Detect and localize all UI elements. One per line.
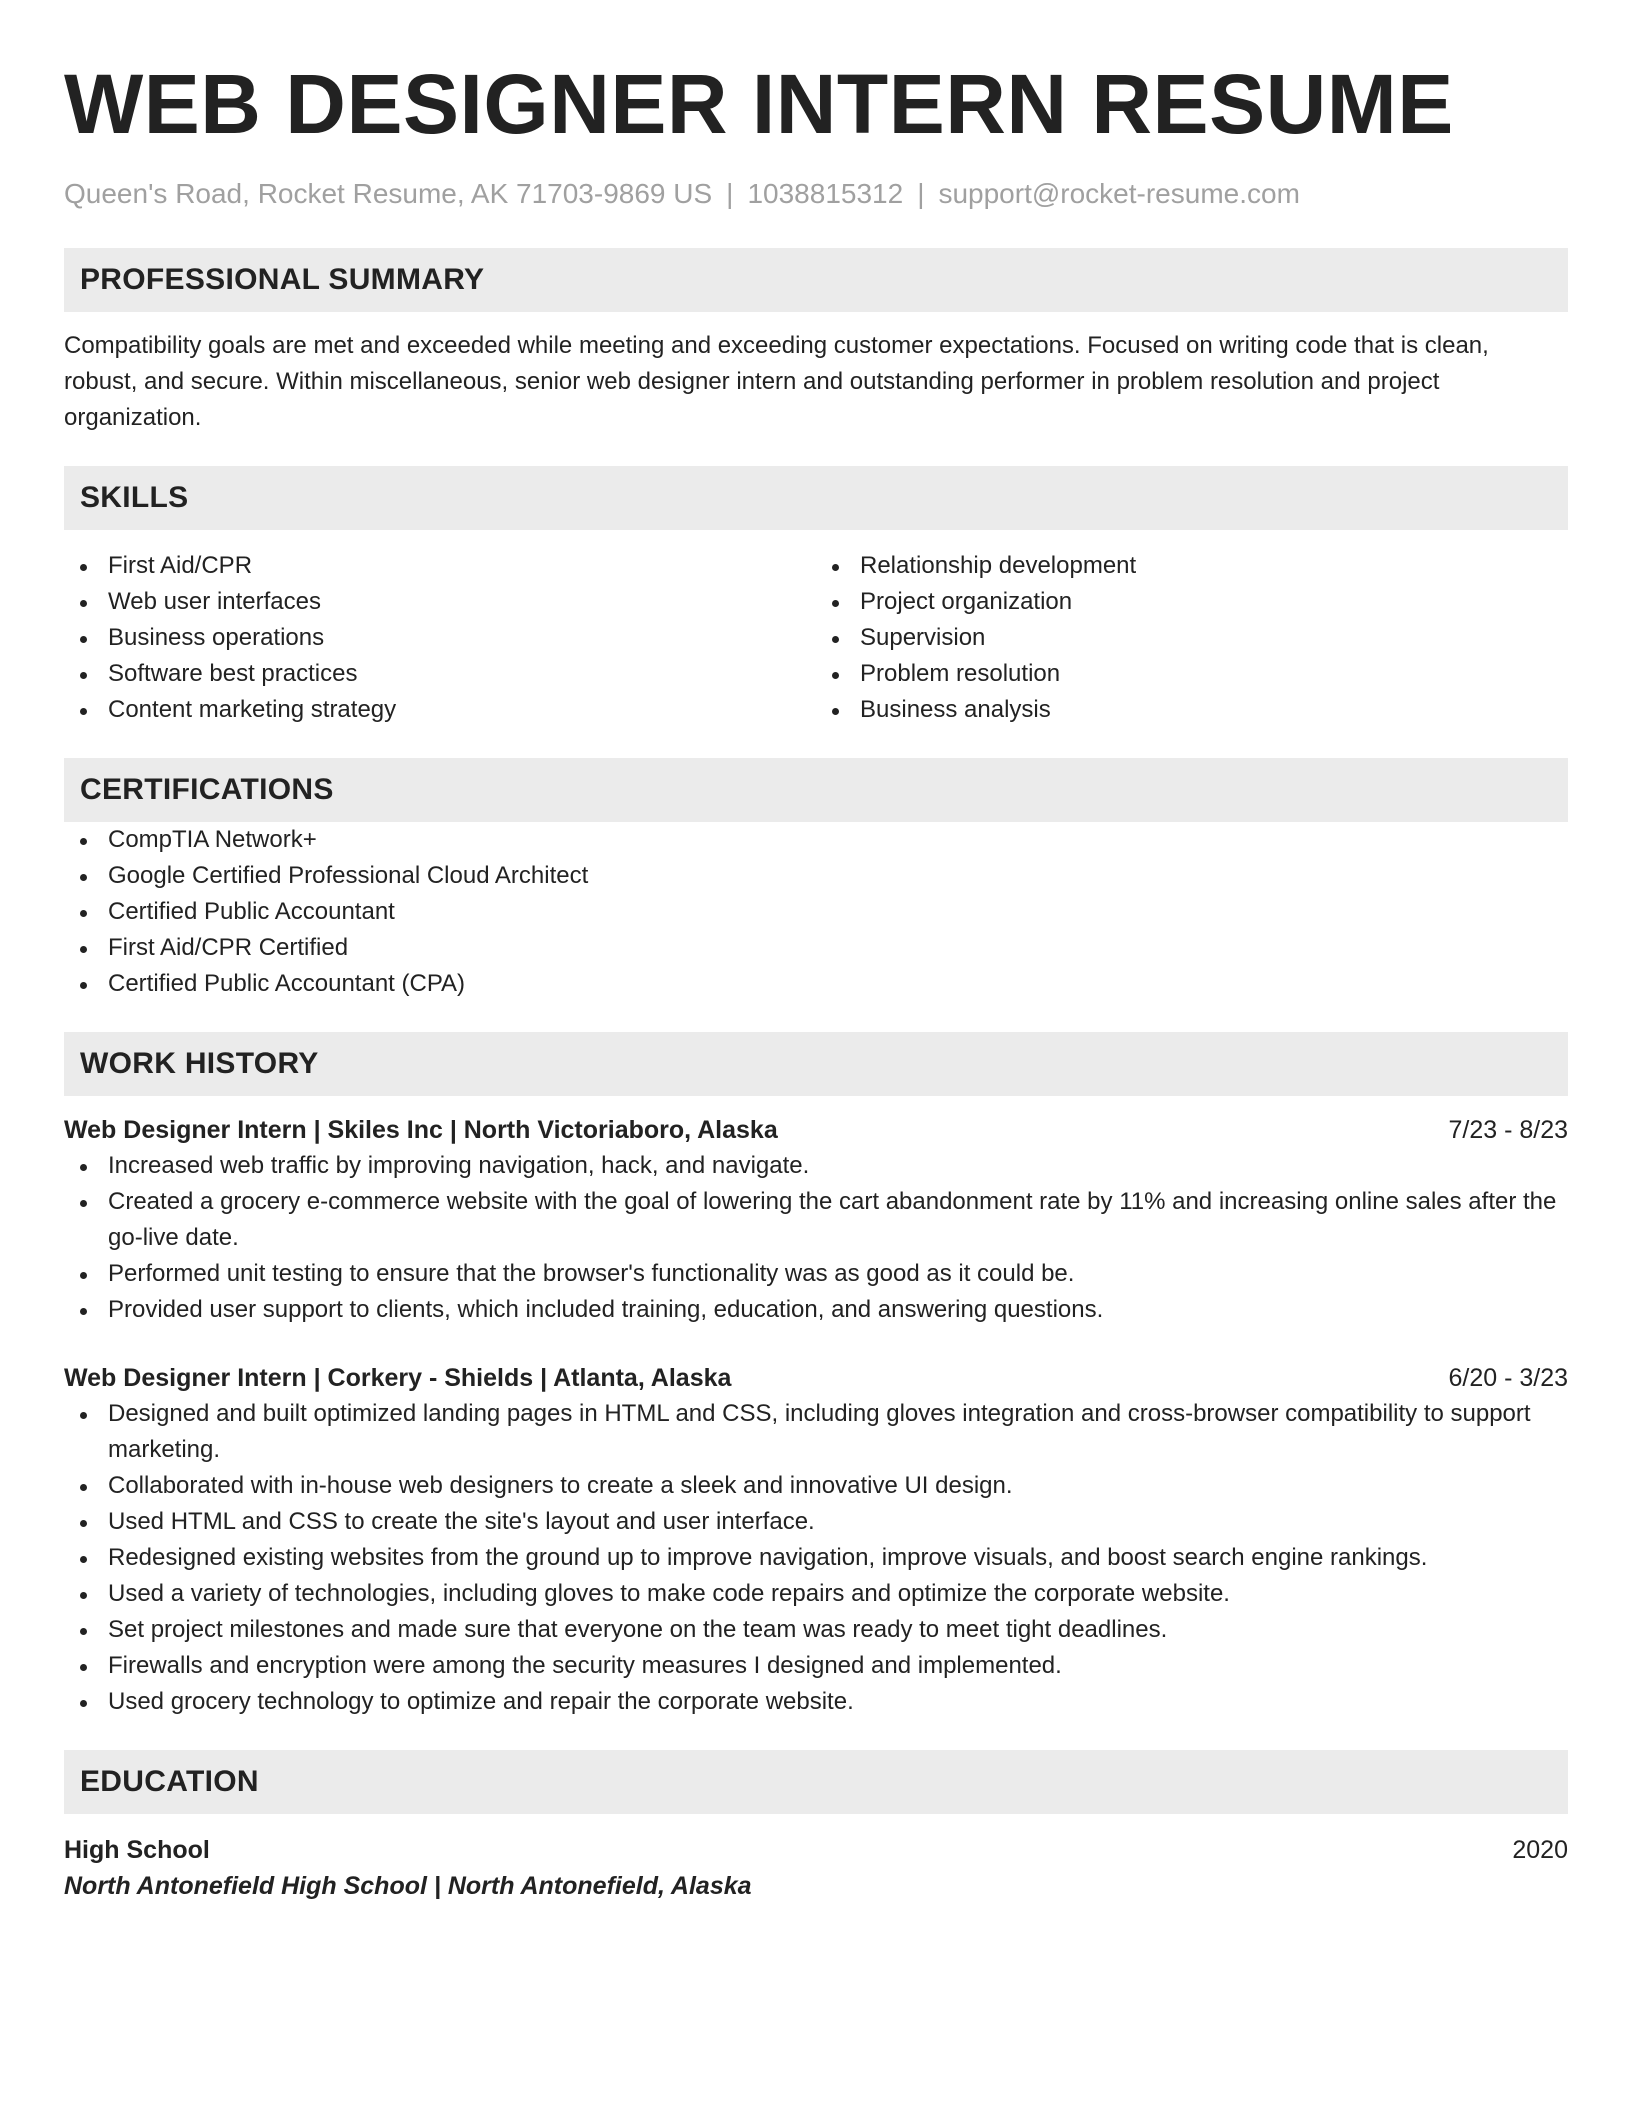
certification-item: Google Certified Professional Cloud Architect [64, 858, 1568, 894]
section-heading-work-history: WORK HISTORY [64, 1032, 1568, 1096]
work-history-section [64, 1032, 1568, 1720]
education-section [64, 1750, 1568, 1904]
certification-item: CompTIA Network+ [64, 822, 1568, 858]
job-bullet: Used a variety of technologies, including gloves to make code repairs and optimize the corporate website. [64, 1576, 1568, 1612]
job-entry [64, 1112, 1568, 1328]
section-heading-summary: PROFESSIONAL SUMMARY [64, 248, 1568, 312]
skill-item: Business operations [64, 620, 816, 656]
section-heading-skills: SKILLS [64, 466, 1568, 530]
skill-item: Supervision [816, 620, 1568, 656]
job-bullet: Performed unit testing to ensure that the browser's functionality was as good as it could be. [64, 1256, 1568, 1292]
certifications-list [64, 822, 1568, 1002]
contact-address: Queen's Road, Rocket Resume, AK 71703-9869 US [64, 178, 713, 209]
skill-item: Software best practices [64, 656, 816, 692]
job-bullet: Increased web traffic by improving navigation, hack, and navigate. [64, 1148, 1568, 1184]
job-dates: 6/20 - 3/23 [1448, 1364, 1568, 1392]
job-bullets [64, 1148, 1568, 1328]
job-bullet: Created a grocery e-commerce website with the goal of lowering the cart abandonment rate by 11% and increasing online sales after the go-live date. [64, 1184, 1568, 1256]
section-heading-education: EDUCATION [64, 1750, 1568, 1814]
section-heading-certifications: CERTIFICATIONS [64, 758, 1568, 822]
job-header [64, 1360, 1568, 1396]
job-bullet: Set project milestones and made sure that everyone on the team was ready to meet tight deadlines. [64, 1612, 1568, 1648]
certification-item: Certified Public Accountant [64, 894, 1568, 930]
job-bullet: Designed and built optimized landing pages in HTML and CSS, including gloves integration and cross-browser compatibility to support marketing. [64, 1396, 1568, 1468]
resume-title: WEB DESIGNER INTERN RESUME [64, 57, 1454, 151]
contact-line [64, 176, 1568, 212]
skill-item: Business analysis [816, 692, 1568, 728]
contact-email: support@rocket-resume.com [938, 178, 1300, 209]
summary-section [64, 248, 1568, 436]
skill-item: Content marketing strategy [64, 692, 816, 728]
job-title: Web Designer Intern | Skiles Inc | North Victoriaboro, Alaska [64, 1116, 778, 1144]
contact-phone: 1038815312 [747, 178, 904, 209]
skills-grid [64, 548, 1568, 728]
skill-item: Problem resolution [816, 656, 1568, 692]
education-year: 2020 [1512, 1836, 1568, 1864]
job-bullet: Used grocery technology to optimize and repair the corporate website. [64, 1684, 1568, 1720]
skills-section [64, 466, 1568, 728]
certification-item: Certified Public Accountant (CPA) [64, 966, 1568, 1002]
job-bullet: Provided user support to clients, which included training, education, and answering questions. [64, 1292, 1568, 1328]
contact-separator: | [917, 178, 925, 209]
education-degree: High School [64, 1836, 210, 1864]
job-bullet: Collaborated with in-house web designers to create a sleek and innovative UI design. [64, 1468, 1568, 1504]
education-header [64, 1832, 1568, 1868]
job-bullet: Redesigned existing websites from the ground up to improve navigation, improve visuals, and boost search engine rankings. [64, 1540, 1568, 1576]
skill-item: Relationship development [816, 548, 1568, 584]
skill-item: First Aid/CPR [64, 548, 816, 584]
job-entry [64, 1360, 1568, 1720]
education-school: North Antonefield High School | North Antonefield, Alaska [64, 1872, 752, 1900]
job-header [64, 1112, 1568, 1148]
certification-item: First Aid/CPR Certified [64, 930, 1568, 966]
job-title: Web Designer Intern | Corkery - Shields | Atlanta, Alaska [64, 1364, 732, 1392]
contact-separator: | [726, 178, 734, 209]
skills-column-right [816, 548, 1568, 728]
skills-column-left [64, 548, 816, 728]
skill-item: Web user interfaces [64, 584, 816, 620]
job-bullet: Used HTML and CSS to create the site's layout and user interface. [64, 1504, 1568, 1540]
job-dates: 7/23 - 8/23 [1448, 1116, 1568, 1144]
job-bullets [64, 1396, 1568, 1720]
job-bullet: Firewalls and encryption were among the security measures I designed and implemented. [64, 1648, 1568, 1684]
skill-item: Project organization [816, 584, 1568, 620]
summary-text: Compatibility goals are met and exceeded while meeting and exceeding customer expectations. Focused on writing code that is clean, robust, and secure. Within miscellaneous, senior web designer intern and outstanding performer in problem resolution and project organization. [64, 332, 1489, 431]
certifications-section [64, 758, 1568, 1002]
